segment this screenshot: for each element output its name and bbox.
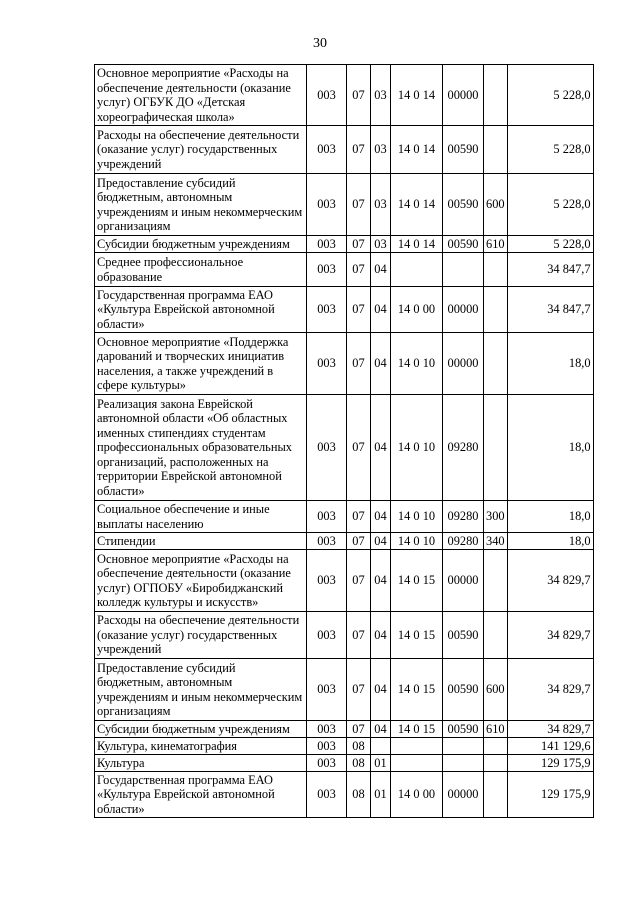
row-name-cell: Предоставление субсидий бюджетным, автономным учреждениям и иным некоммерческим организациям xyxy=(95,174,307,236)
direction-code-cell: 00590 xyxy=(443,721,484,738)
expense-type-code-cell xyxy=(484,126,508,174)
row-name-cell: Предоставление субсидий бюджетным, автономным учреждениям и иным некоммерческим организациям xyxy=(95,659,307,721)
subsection-code-cell: 03 xyxy=(371,174,391,236)
direction-code-cell: 00590 xyxy=(443,659,484,721)
table-row xyxy=(95,659,594,721)
budget-table-body xyxy=(95,65,594,818)
section-code-cell: 07 xyxy=(347,126,371,174)
row-name-cell: Реализация закона Еврейской автономной области «Об областных именных стипендиях студентам профессиональных образовательных организаций, расположенных на территории Еврейской автономной области» xyxy=(95,395,307,501)
ministry-code-cell: 003 xyxy=(307,755,347,772)
direction-code-cell: 00000 xyxy=(443,772,484,818)
program-code-cell: 14 0 14 xyxy=(391,126,443,174)
expense-type-code-cell xyxy=(484,755,508,772)
program-code-cell xyxy=(391,738,443,755)
expense-type-code-cell: 300 xyxy=(484,501,508,533)
expense-type-code-cell xyxy=(484,612,508,659)
program-code-cell: 14 0 15 xyxy=(391,659,443,721)
expense-type-code-cell xyxy=(484,65,508,126)
subsection-code-cell: 01 xyxy=(371,755,391,772)
section-code-cell: 07 xyxy=(347,721,371,738)
section-code-cell: 07 xyxy=(347,550,371,612)
ministry-code-cell: 003 xyxy=(307,659,347,721)
amount-cell: 129 175,9 xyxy=(507,772,593,818)
expense-type-code-cell xyxy=(484,772,508,818)
section-code-cell: 07 xyxy=(347,395,371,501)
program-code-cell: 14 0 00 xyxy=(391,772,443,818)
program-code-cell: 14 0 14 xyxy=(391,236,443,253)
amount-cell: 18,0 xyxy=(507,333,593,395)
section-code-cell: 07 xyxy=(347,65,371,126)
program-code-cell xyxy=(391,755,443,772)
section-code-cell: 07 xyxy=(347,659,371,721)
amount-cell: 5 228,0 xyxy=(507,236,593,253)
ministry-code-cell: 003 xyxy=(307,721,347,738)
expense-type-code-cell: 610 xyxy=(484,236,508,253)
expense-type-code-cell: 340 xyxy=(484,533,508,550)
ministry-code-cell: 003 xyxy=(307,287,347,333)
direction-code-cell: 09280 xyxy=(443,501,484,533)
section-code-cell: 07 xyxy=(347,236,371,253)
subsection-code-cell: 04 xyxy=(371,612,391,659)
table-row xyxy=(95,533,594,550)
amount-cell: 18,0 xyxy=(507,395,593,501)
row-name-cell: Основное мероприятие «Поддержка дарований и творческих инициатив населения, а также учреждений в сфере культуры» xyxy=(95,333,307,395)
row-name-cell: Расходы на обеспечение деятельности (оказание услуг) государственных учреждений xyxy=(95,612,307,659)
direction-code-cell xyxy=(443,253,484,287)
ministry-code-cell: 003 xyxy=(307,65,347,126)
program-code-cell: 14 0 15 xyxy=(391,550,443,612)
expense-type-code-cell: 600 xyxy=(484,659,508,721)
subsection-code-cell: 04 xyxy=(371,287,391,333)
subsection-code-cell: 04 xyxy=(371,550,391,612)
direction-code-cell: 09280 xyxy=(443,395,484,501)
row-name-cell: Социальное обеспечение и иные выплаты населению xyxy=(95,501,307,533)
section-code-cell: 07 xyxy=(347,174,371,236)
amount-cell: 141 129,6 xyxy=(507,738,593,755)
expense-type-code-cell xyxy=(484,287,508,333)
amount-cell: 34 847,7 xyxy=(507,287,593,333)
amount-cell: 34 829,7 xyxy=(507,659,593,721)
ministry-code-cell: 003 xyxy=(307,612,347,659)
section-code-cell: 07 xyxy=(347,253,371,287)
amount-cell: 5 228,0 xyxy=(507,174,593,236)
ministry-code-cell: 003 xyxy=(307,253,347,287)
page-number: 30 xyxy=(313,36,327,51)
row-name-cell: Стипендии xyxy=(95,533,307,550)
row-name-cell: Государственная программа ЕАО «Культура Еврейской автономной области» xyxy=(95,772,307,818)
direction-code-cell: 00000 xyxy=(443,333,484,395)
amount-cell: 34 829,7 xyxy=(507,721,593,738)
program-code-cell: 14 0 15 xyxy=(391,612,443,659)
direction-code-cell xyxy=(443,755,484,772)
ministry-code-cell: 003 xyxy=(307,772,347,818)
table-row xyxy=(95,550,594,612)
direction-code-cell: 00000 xyxy=(443,287,484,333)
subsection-code-cell: 04 xyxy=(371,253,391,287)
table-row xyxy=(95,253,594,287)
ministry-code-cell: 003 xyxy=(307,174,347,236)
amount-cell: 5 228,0 xyxy=(507,65,593,126)
direction-code-cell: 00590 xyxy=(443,126,484,174)
table-row xyxy=(95,395,594,501)
amount-cell: 5 228,0 xyxy=(507,126,593,174)
table-row xyxy=(95,721,594,738)
expense-type-code-cell: 610 xyxy=(484,721,508,738)
row-name-cell: Основное мероприятие «Расходы на обеспечение деятельности (оказание услуг) ОГПОБУ «Биробиджанский колледж культуры и искусств» xyxy=(95,550,307,612)
direction-code-cell: 00000 xyxy=(443,550,484,612)
expense-type-code-cell xyxy=(484,738,508,755)
table-row xyxy=(95,174,594,236)
amount-cell: 18,0 xyxy=(507,533,593,550)
subsection-code-cell: 03 xyxy=(371,65,391,126)
table-row xyxy=(95,236,594,253)
expense-type-code-cell: 600 xyxy=(484,174,508,236)
table-row xyxy=(95,738,594,755)
section-code-cell: 08 xyxy=(347,772,371,818)
subsection-code-cell: 04 xyxy=(371,533,391,550)
subsection-code-cell: 04 xyxy=(371,333,391,395)
section-code-cell: 07 xyxy=(347,501,371,533)
program-code-cell: 14 0 15 xyxy=(391,721,443,738)
amount-cell: 34 847,7 xyxy=(507,253,593,287)
row-name-cell: Среднее профессиональное образование xyxy=(95,253,307,287)
direction-code-cell: 09280 xyxy=(443,533,484,550)
subsection-code-cell: 03 xyxy=(371,126,391,174)
ministry-code-cell: 003 xyxy=(307,533,347,550)
row-name-cell: Государственная программа ЕАО «Культура Еврейской автономной области» xyxy=(95,287,307,333)
ministry-code-cell: 003 xyxy=(307,738,347,755)
amount-cell: 18,0 xyxy=(507,501,593,533)
budget-table xyxy=(94,64,594,818)
amount-cell: 129 175,9 xyxy=(507,755,593,772)
table-row xyxy=(95,755,594,772)
row-name-cell: Культура, кинематография xyxy=(95,738,307,755)
expense-type-code-cell xyxy=(484,333,508,395)
amount-cell: 34 829,7 xyxy=(507,612,593,659)
table-row xyxy=(95,65,594,126)
direction-code-cell: 00590 xyxy=(443,174,484,236)
ministry-code-cell: 003 xyxy=(307,550,347,612)
section-code-cell: 08 xyxy=(347,738,371,755)
table-row xyxy=(95,333,594,395)
table-row xyxy=(95,501,594,533)
ministry-code-cell: 003 xyxy=(307,333,347,395)
program-code-cell: 14 0 10 xyxy=(391,333,443,395)
table-row xyxy=(95,126,594,174)
section-code-cell: 07 xyxy=(347,533,371,550)
subsection-code-cell: 03 xyxy=(371,236,391,253)
expense-type-code-cell xyxy=(484,550,508,612)
subsection-code-cell: 04 xyxy=(371,659,391,721)
ministry-code-cell: 003 xyxy=(307,501,347,533)
subsection-code-cell: 04 xyxy=(371,721,391,738)
program-code-cell: 14 0 14 xyxy=(391,65,443,126)
table-row xyxy=(95,612,594,659)
program-code-cell xyxy=(391,253,443,287)
section-code-cell: 08 xyxy=(347,755,371,772)
section-code-cell: 07 xyxy=(347,333,371,395)
ministry-code-cell: 003 xyxy=(307,395,347,501)
table-row xyxy=(95,772,594,818)
row-name-cell: Основное мероприятие «Расходы на обеспечение деятельности (оказание услуг) ОГБУК ДО «Детская хореографическая школа» xyxy=(95,65,307,126)
subsection-code-cell xyxy=(371,738,391,755)
row-name-cell: Расходы на обеспечение деятельности (оказание услуг) государственных учреждений xyxy=(95,126,307,174)
expense-type-code-cell xyxy=(484,253,508,287)
program-code-cell: 14 0 10 xyxy=(391,501,443,533)
direction-code-cell: 00000 xyxy=(443,65,484,126)
program-code-cell: 14 0 10 xyxy=(391,395,443,501)
expense-type-code-cell xyxy=(484,395,508,501)
program-code-cell: 14 0 14 xyxy=(391,174,443,236)
subsection-code-cell: 04 xyxy=(371,501,391,533)
subsection-code-cell: 01 xyxy=(371,772,391,818)
ministry-code-cell: 003 xyxy=(307,236,347,253)
row-name-cell: Культура xyxy=(95,755,307,772)
ministry-code-cell: 003 xyxy=(307,126,347,174)
direction-code-cell xyxy=(443,738,484,755)
direction-code-cell: 00590 xyxy=(443,612,484,659)
row-name-cell: Субсидии бюджетным учреждениям xyxy=(95,721,307,738)
table-row xyxy=(95,287,594,333)
program-code-cell: 14 0 00 xyxy=(391,287,443,333)
row-name-cell: Субсидии бюджетным учреждениям xyxy=(95,236,307,253)
subsection-code-cell: 04 xyxy=(371,395,391,501)
section-code-cell: 07 xyxy=(347,612,371,659)
section-code-cell: 07 xyxy=(347,287,371,333)
direction-code-cell: 00590 xyxy=(443,236,484,253)
amount-cell: 34 829,7 xyxy=(507,550,593,612)
program-code-cell: 14 0 10 xyxy=(391,533,443,550)
